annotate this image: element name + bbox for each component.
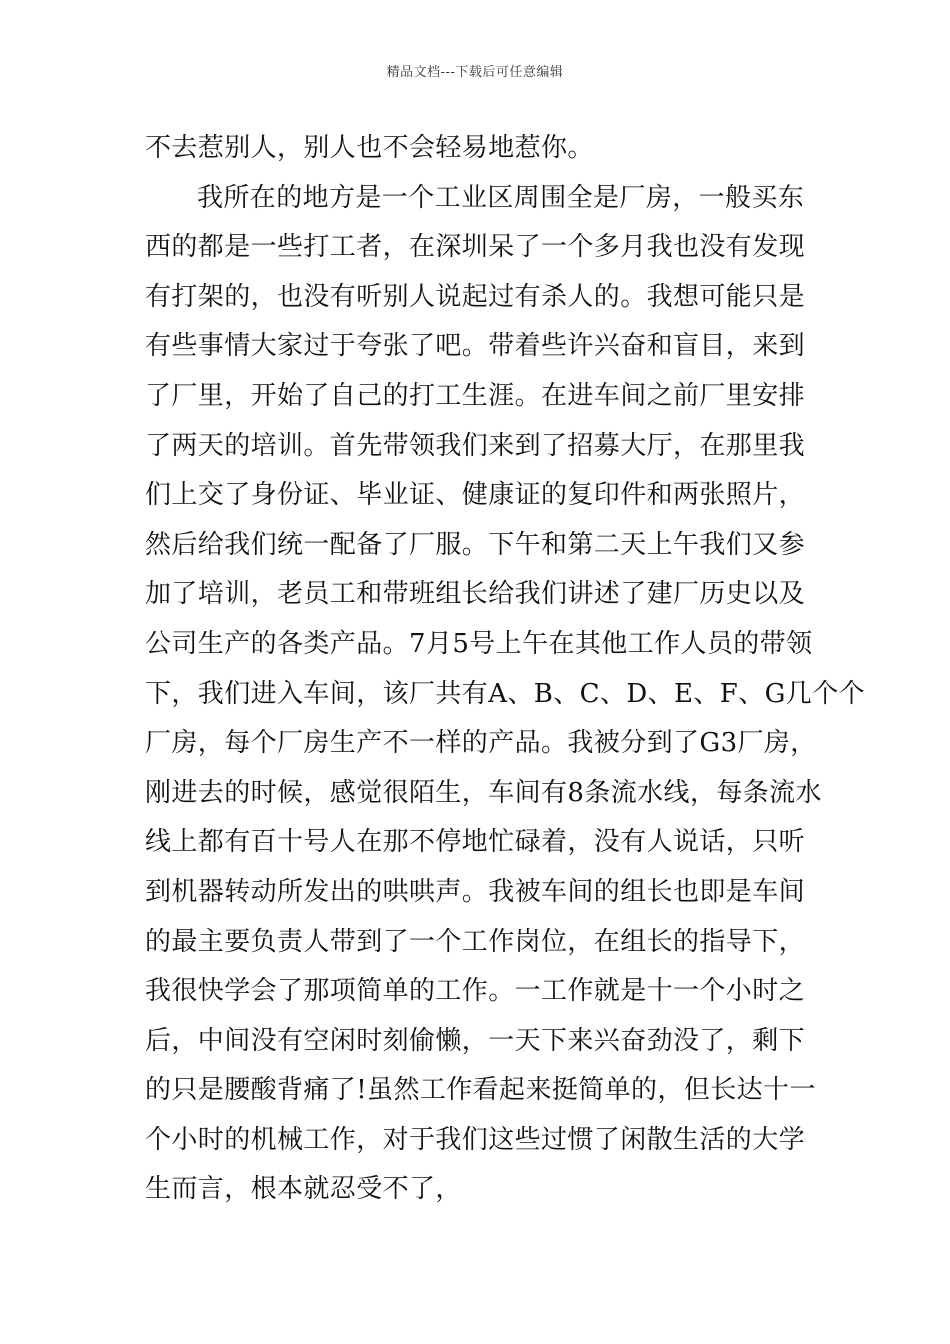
text-line: 了两天的培训。首先带领我们来到了招募大厅，在那里我	[145, 430, 806, 461]
text-line: 刚进去的时候，感觉很陌生，车间有8条流水线，每条流水	[145, 777, 822, 808]
text-line: 们上交了身份证、毕业证、健康证的复印件和两张照片，	[145, 480, 806, 511]
text-line: 我很快学会了那项简单的工作。一工作就是十一个小时之	[145, 976, 806, 1007]
text-line: 然后给我们统一配备了厂服。下午和第二天上午我们又参	[145, 529, 806, 560]
text-line: 加了培训，老员工和带班组长给我们讲述了建厂历史以及	[145, 579, 806, 610]
text-line: 个小时的机械工作，对于我们这些过惯了闲散生活的大学	[145, 1124, 806, 1155]
text-line: 西的都是一些打工者，在深圳呆了一个多月我也没有发现	[145, 232, 806, 263]
text-line: 公司生产的各类产品。7月5号上午在其他工作人员的带领	[145, 628, 813, 659]
paragraph-first-line: 我所在的地方是一个工业区周围全是厂房，一般买东	[197, 182, 805, 213]
document-body	[145, 124, 866, 1215]
text-line: 的最主要负责人带到了一个工作岗位，在组长的指导下，	[145, 926, 806, 957]
text-line: 有打架的，也没有听别人说起过有杀人的。我想可能只是	[145, 281, 806, 312]
text-line: 线上都有百十号人在那不停地忙碌着，没有人说话，只听	[145, 827, 806, 858]
text-line: 厂房，每个厂房生产不一样的产品。我被分到了G3厂房，	[145, 728, 817, 759]
text-line: 了厂里，开始了自己的打工生涯。在进车间之前厂里安排	[145, 380, 806, 411]
text-line: 生而言，根本就忍受不了，	[145, 1174, 462, 1205]
text-line: 不去惹别人，别人也不会轻易地惹你。	[145, 133, 594, 163]
page-header: 精品文档---下载后可任意编辑	[386, 65, 564, 80]
text-line: 到机器转动所发出的哄哄声。我被车间的组长也即是车间	[145, 876, 806, 907]
text-line: 有些事情大家过于夸张了吧。带着些许兴奋和盲目，来到	[145, 331, 806, 362]
text-line: 下，我们进入车间，该厂共有A、B、C、D、E、F、G几个个	[145, 678, 866, 709]
text-line: 的只是腰酸背痛了!虽然工作看起来挺简单的，但长达十一	[145, 1075, 816, 1106]
text-line: 后，中间没有空闲时刻偷懒，一天下来兴奋劲没了，剩下	[145, 1025, 806, 1056]
